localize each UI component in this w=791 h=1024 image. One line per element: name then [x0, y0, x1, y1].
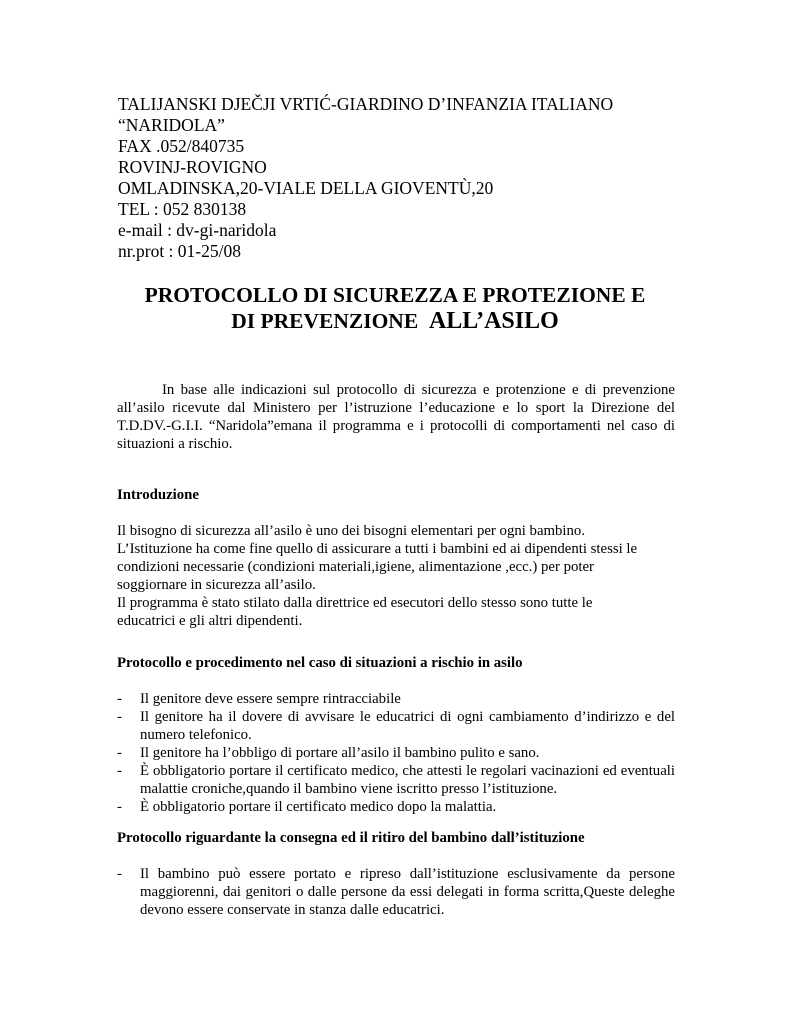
letterhead — [118, 94, 718, 262]
dash-bullet: - — [117, 691, 122, 707]
document-title — [80, 282, 710, 334]
section-heading: Introduzione — [117, 487, 199, 503]
dash-bullet: - — [117, 709, 122, 725]
list-item-text: Il genitore ha l’obbligo di portare all’asilo il bambino pulito e sano. — [140, 745, 540, 761]
list-item — [117, 744, 675, 762]
body-line: condizioni necessarie (condizioni materiali,igiene, alimentazione ,ecc.) per poter — [117, 559, 594, 575]
consegna-list — [117, 865, 687, 919]
list-item — [117, 708, 675, 744]
list-item — [117, 865, 675, 919]
title-line-2 — [80, 308, 710, 334]
intro-paragraph: In base alle indicazioni sul protocollo di sicurezza e protenzione e di prevenzione all’asilo ricevute dal Ministero per l’istruzione l’educazione e lo sport la Direzione del T.D.DV.-G.I.I. “Naridola”emana il programma e i protocolli di comportamenti nel caso di situazioni a rischio. — [117, 382, 675, 452]
title-line-2-part-1: DI PREVENZIONE — [231, 309, 429, 333]
letterhead-line: e-mail : dv-gi-naridola — [118, 220, 277, 240]
list-item-text: È obbligatorio portare il certificato medico dopo la malattia. — [140, 799, 497, 815]
section-heading: Protocollo e procedimento nel caso di situazioni a rischio in asilo — [117, 655, 523, 671]
body-line: educatrici e gli altri dipendenti. — [117, 613, 303, 629]
body-line: Il programma è stato stilato dalla direttrice ed esecutori dello stesso sono tutte le — [117, 595, 593, 611]
list-item-text: Il genitore deve essere sempre rintracciabile — [140, 691, 401, 707]
letterhead-line: “NARIDOLA” — [118, 115, 225, 135]
section-protocollo-rischio — [117, 654, 687, 816]
dash-bullet: - — [117, 866, 122, 882]
dash-bullet: - — [117, 763, 122, 779]
section-protocollo-consegna — [117, 829, 687, 919]
dash-bullet: - — [117, 745, 122, 761]
section-introduzione — [117, 486, 687, 630]
section-heading: Protocollo riguardante la consegna ed il ritiro del bambino dall’istituzione — [117, 830, 585, 846]
body-line: soggiornare in sicurezza all’asilo. — [117, 577, 316, 593]
list-item-text: È obbligatorio portare il certificato medico, che attesti le regolari vacinazioni ed eventuali malattie croniche,quando il bambino viene iscritto presso l’istituzione. — [140, 763, 675, 797]
list-item — [117, 762, 675, 798]
letterhead-line: nr.prot : 01-25/08 — [118, 241, 241, 261]
list-item-text: Il genitore ha il dovere di avvisare le educatrici di ogni cambiamento d’indirizzo e del numero telefonico. — [140, 709, 675, 743]
letterhead-line: TEL : 052 830138 — [118, 199, 247, 219]
letterhead-line: TALIJANSKI DJEČJI VRTIĆ-GIARDINO D’INFANZIA ITALIANO — [118, 94, 614, 114]
letterhead-line: OMLADINSKA,20-VIALE DELLA GIOVENTÙ,20 — [118, 178, 494, 198]
list-item-text: Il bambino può essere portato e ripreso dall’istituzione esclusivamente da persone maggiorenni, dai genitori o dalle persone da essi delegati in forma scritta,Queste deleghe devono essere conservate in stanza dalle educatrici. — [140, 866, 675, 918]
body-line: Il bisogno di sicurezza all’asilo è uno dei bisogni elementari per ogni bambino. — [117, 523, 586, 539]
letterhead-line: FAX .052/840735 — [118, 136, 245, 156]
rischio-list — [117, 690, 687, 816]
list-item — [117, 690, 675, 708]
title-line-1: PROTOCOLLO DI SICUREZZA E PROTEZIONE E — [144, 283, 646, 307]
list-item — [117, 798, 675, 816]
dash-bullet: - — [117, 799, 122, 815]
body-line: L’Istituzione ha come fine quello di assicurare a tutti i bambini ed ai dipendenti stessi le — [117, 541, 638, 557]
title-line-2-part-2: ALL’ASILO — [428, 308, 559, 334]
letterhead-line: ROVINJ-ROVIGNO — [118, 157, 267, 177]
